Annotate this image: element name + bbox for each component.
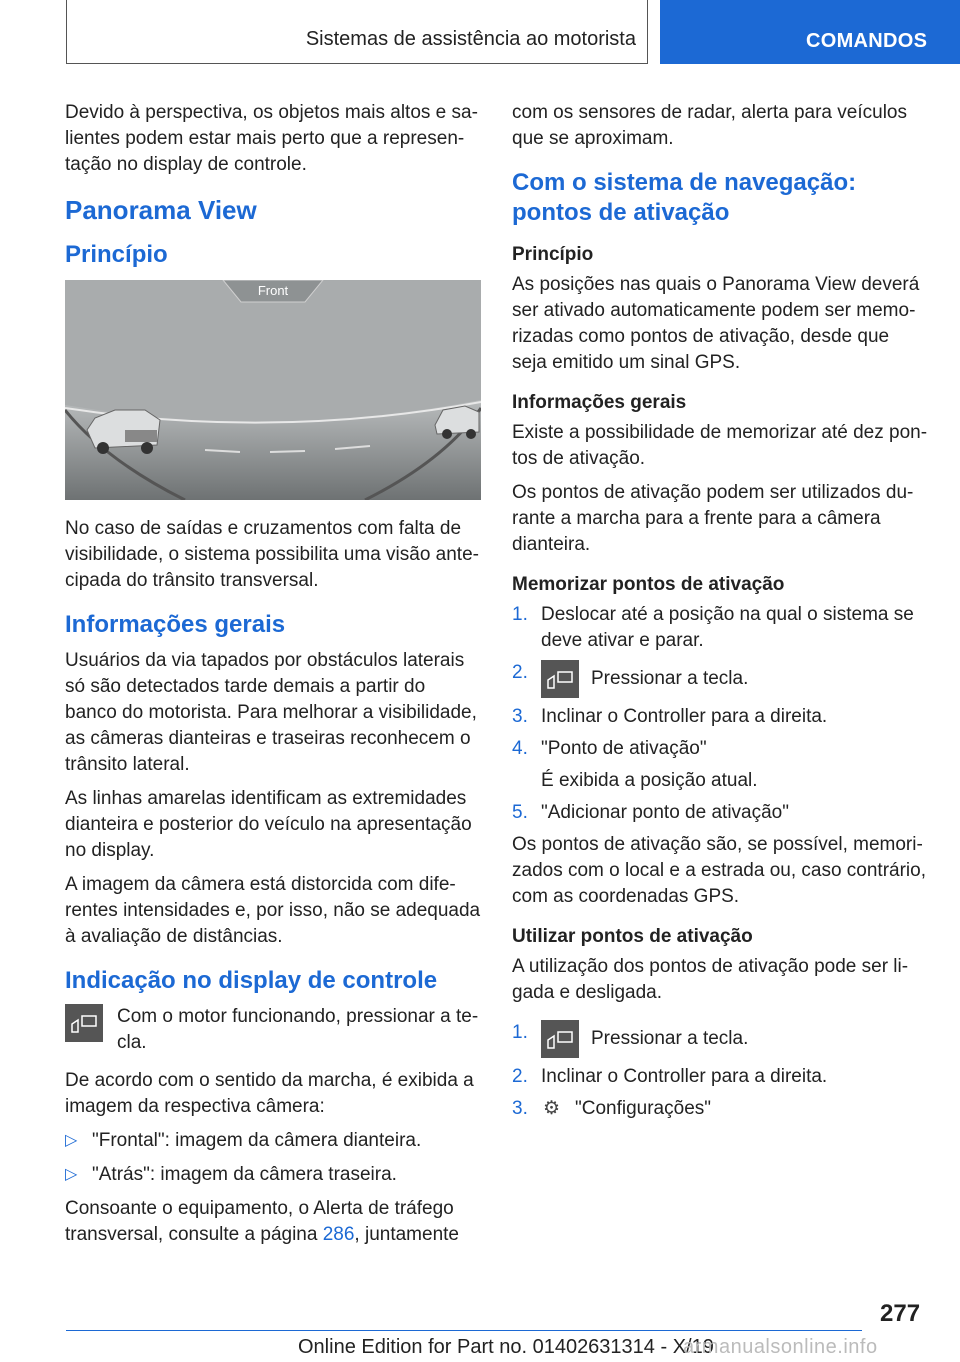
camera-button-icon xyxy=(541,1020,579,1058)
memorize-steps xyxy=(512,602,928,826)
footer-edition: Online Edition for Part no. 01402631314 - X/19 xyxy=(298,1336,714,1358)
list-item: 3. ⚙ "Configurações" xyxy=(512,1096,928,1122)
list-item: 1. Deslocar até a posição na qual o sistema se deve ativar e parar. xyxy=(512,604,914,651)
heading-principio-nav: Princípio xyxy=(512,244,594,265)
header-chapter-tab: COMANDOS xyxy=(660,0,960,64)
list-item: 2. Pressionar a tecla. xyxy=(512,660,928,698)
heading-informacoes-nav: Informações gerais xyxy=(512,392,687,413)
gear-icon: ⚙ xyxy=(543,1098,561,1119)
info-nav-paragraph-1: Existe a possibilidade de memorizar até dez pontos de ativação. xyxy=(512,422,928,469)
list-item: 4. "Ponto de ativação" É exibida a posição atual. xyxy=(512,738,758,791)
camera-key-instruction xyxy=(65,1004,481,1056)
camera-button-icon xyxy=(65,1004,103,1042)
memorize-paragraph: Os pontos de ativação são, se possível, memorizados com o local e a estrada ou, caso contrário, com as coordenadas GPS. xyxy=(512,834,927,907)
utilizar-paragraph: A utilização dos pontos de ativação pode ser ligada e desligada. xyxy=(512,956,909,1003)
heading-utilizar: Utilizar pontos de ativação xyxy=(512,926,753,947)
page-link-286[interactable]: 286 xyxy=(322,1224,355,1245)
heading-principio: Princípio xyxy=(65,241,168,268)
header-section-title: Sistemas de assistência ao motorista xyxy=(305,28,636,50)
heading-indicacao-display: Indicação no display de controle xyxy=(65,967,438,994)
info-paragraph-3: A imagem da câmera está distorcida com diferentes intensidades e, por isso, não se adequada à avaliação de distâncias. xyxy=(65,874,481,947)
intro-paragraph: Devido à perspectiva, os objetos mais altos e salientes podem estar mais perto que a representação no display de controle. xyxy=(65,102,478,175)
principio-paragraph: No caso de saídas e cruzamentos com falta de visibilidade, o sistema possibilita uma visão antecipada do trânsito transversal. xyxy=(65,518,479,591)
info-paragraph-1: Usuários da via tapados por obstáculos laterais só são detectados tarde demais a partir do banco do motorista. Para melhorar a visibilidade, as câmeras dianteiras e traseiras reconhecem o trânsito lateral. xyxy=(65,650,477,775)
triangle-bullet-icon: ▷ xyxy=(65,1132,78,1149)
list-item: ▷ "Frontal": imagem da câmera dianteira. xyxy=(65,1128,481,1154)
heading-memorizar: Memorizar pontos de ativação xyxy=(512,574,785,595)
triangle-bullet-icon: ▷ xyxy=(65,1166,78,1183)
heading-navegacao: Com o sistema de navegação: pontos de ativação xyxy=(512,169,857,226)
list-item: 5. "Adicionar ponto de ativação" xyxy=(512,802,789,823)
info-paragraph-2: As linhas amarelas identificam as extremidades dianteira e posterior do veículo na apresentação no display. xyxy=(65,788,472,861)
use-steps xyxy=(512,1020,928,1122)
right-column xyxy=(512,100,928,1128)
watermark: armanualsonline.info xyxy=(683,1336,878,1358)
principio-nav-paragraph: As posições nas quais o Panorama View deverá ser ativado automaticamente podem ser memorizadas como pontos de ativação, desde que seja emitido um sinal GPS. xyxy=(512,274,920,373)
page-number: 277 xyxy=(880,1300,921,1327)
camera-view-image xyxy=(65,280,481,500)
list-item: 3. Inclinar o Controller para a direita. xyxy=(512,706,828,727)
continuation-paragraph: com os sensores de radar, alerta para veículos que se aproximam. xyxy=(512,102,907,149)
camera-button-icon xyxy=(541,660,579,698)
heading-informacoes-gerais: Informações gerais xyxy=(65,611,286,638)
front-camera-label: Front xyxy=(257,283,289,298)
camera-key-text: Com o motor funcionando, pressionar a tecla. xyxy=(117,1006,479,1053)
heading-panorama-view: Panorama View xyxy=(65,195,257,225)
consoante-paragraph: Consoante o equipamento, o Alerta de tráfego transversal, consulte a página 286, juntamente xyxy=(65,1198,459,1245)
footer-divider xyxy=(66,1330,862,1331)
info-nav-paragraph-2: Os pontos de ativação podem ser utilizados durante a marcha para a frente para a câmera dianteira. xyxy=(512,482,914,555)
left-column xyxy=(65,100,481,1256)
camera-view-list xyxy=(65,1128,481,1188)
list-item: 1. Pressionar a tecla. xyxy=(512,1020,928,1058)
list-item: 2. Inclinar o Controller para a direita. xyxy=(512,1066,828,1087)
list-item: ▷ "Atrás": imagem da câmera traseira. xyxy=(65,1162,481,1188)
acordo-paragraph: De acordo com o sentido da marcha, é exibida a imagem da respectiva câmera: xyxy=(65,1070,474,1117)
